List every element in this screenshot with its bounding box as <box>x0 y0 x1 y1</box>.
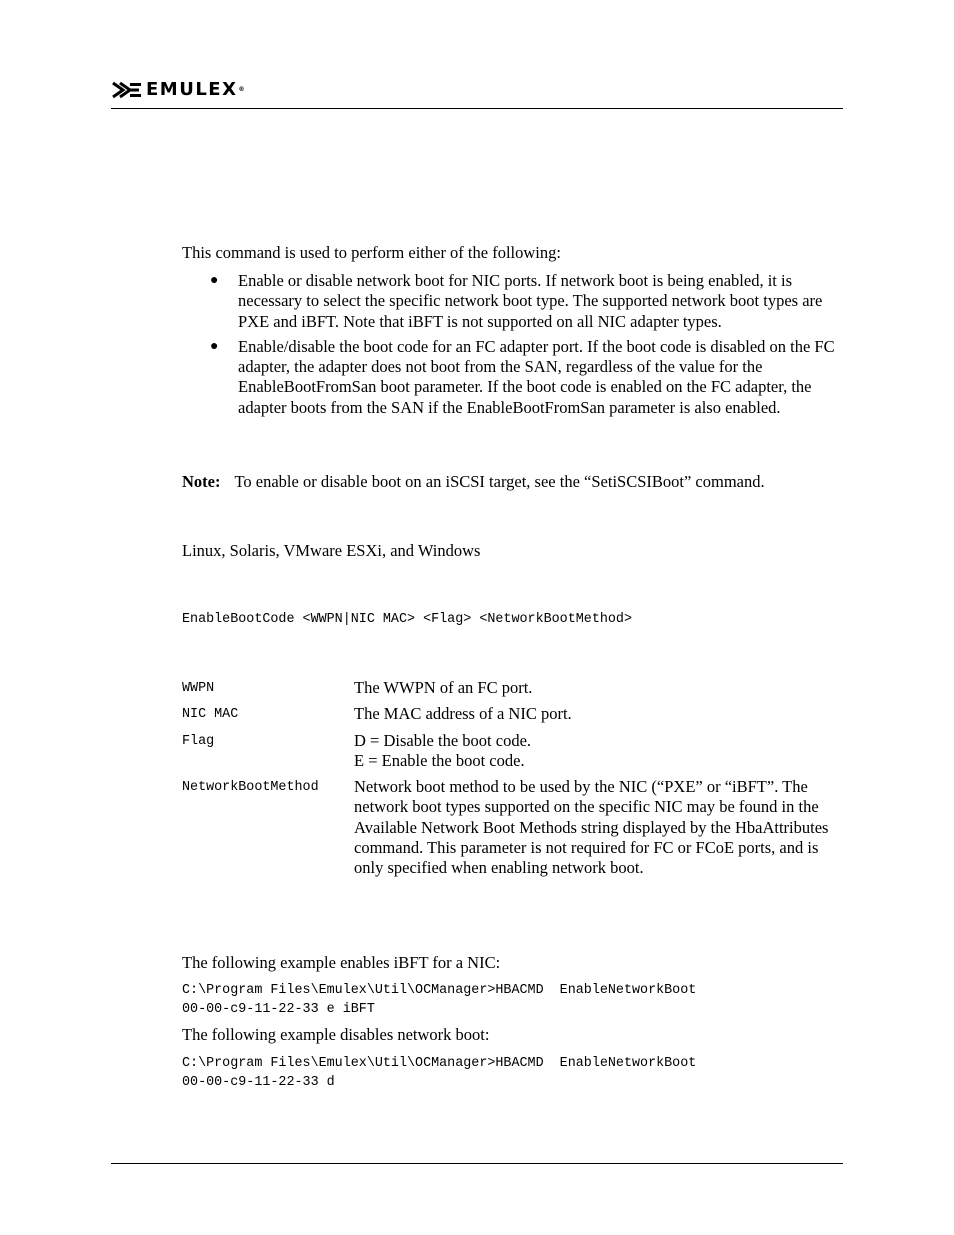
param-desc: D = Disable the boot code. E = Enable the boot code. <box>354 731 532 771</box>
logo-wordmark: EMULEX® <box>146 79 246 100</box>
supported-os: Linux, Solaris, VMware ESXi, and Windows <box>182 541 481 560</box>
emulex-mark-icon <box>112 81 142 99</box>
list-item: ● Enable/disable the boot code for an FC adapter port. If the boot code is disabled on the FC adapter, the adapter does not boot from the SAN, regardless of the value for the EnableBootFromSan boot parameter. If the boot code is enabled on the FC adapter, the adapter boots from the SAN if the EnableBootFromSan parameter is also enabled. <box>210 336 835 417</box>
param-name: WWPN <box>182 681 215 696</box>
param-desc: The WWPN of an FC port. <box>354 678 533 697</box>
param-desc: Network boot method to be used by the NIC (“PXE” or “iBFT”. The network boot types supported on the specific NIC may be found in the Available Network Boot Methods string displayed by the HbaAttributes command. This parameter is not required for FC or FCoE ports, and is only specified when enabling network boot. <box>354 777 829 878</box>
example-code-line: 00-00-c9-11-22-33 d <box>182 1075 335 1090</box>
bullet-list <box>210 271 842 423</box>
example-code-line: C:\Program Files\Emulex\Util\OCManager>HBACMD EnableNetworkBoot <box>182 983 697 998</box>
example-code-line: C:\Program Files\Emulex\Util\OCManager>HBACMD EnableNetworkBoot <box>182 1056 697 1071</box>
bullet-icon: ● <box>210 273 219 288</box>
param-desc: The MAC address of a NIC port. <box>354 704 572 723</box>
param-name: NIC MAC <box>182 707 239 722</box>
note-label: Note: <box>182 472 221 491</box>
header-rule <box>111 108 843 109</box>
bullet-icon: ● <box>210 338 219 354</box>
note <box>182 472 765 492</box>
intro-text: This command is used to perform either of the following: <box>182 243 561 262</box>
note-text: To enable or disable boot on an iSCSI target, see the “SetiSCSIBoot” command. <box>234 472 765 491</box>
param-name: Flag <box>182 734 215 749</box>
syntax-line: EnableBootCode <WWPN|NIC MAC> <Flag> <NetworkBootMethod> <box>182 612 632 627</box>
example-code-line: 00-00-c9-11-22-33 e iBFT <box>182 1002 375 1017</box>
example-intro: The following example disables network boot: <box>182 1025 490 1044</box>
example-intro: The following example enables iBFT for a NIC: <box>182 953 501 972</box>
emulex-logo <box>112 80 246 100</box>
footer-rule <box>111 1163 843 1164</box>
list-item: ● Enable or disable network boot for NIC ports. If network boot is being enabled, it is necessary to select the specific network boot type. The supported network boot types are PXE and iBFT. Note that iBFT is not supported on all NIC adapter types. <box>210 271 823 331</box>
param-name: NetworkBootMethod <box>182 780 319 795</box>
